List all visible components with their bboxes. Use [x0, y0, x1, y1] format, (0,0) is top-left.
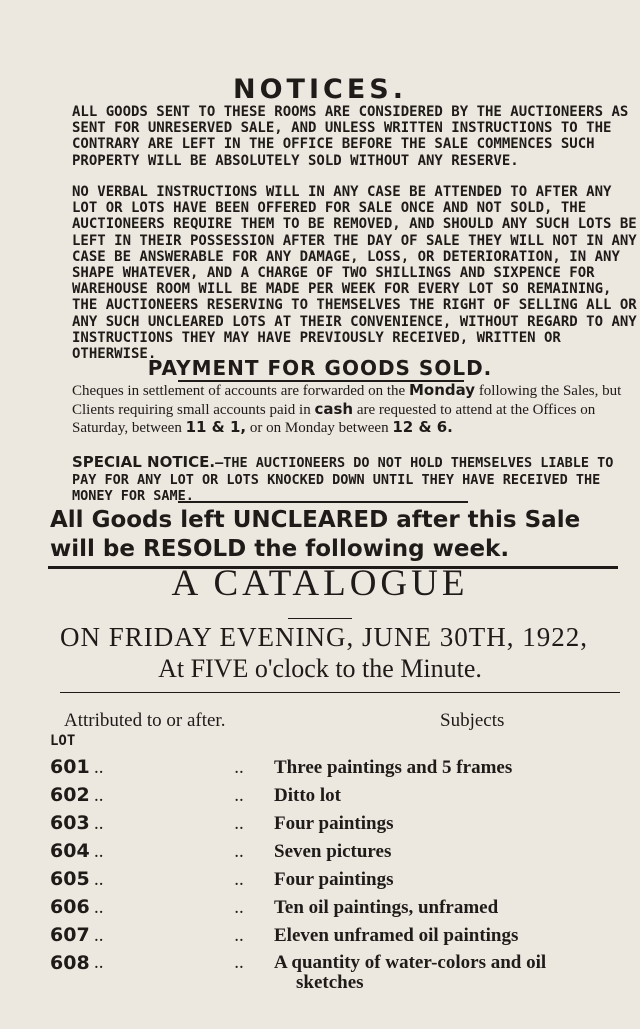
lot-dots: .. [94, 757, 104, 778]
uncleared-goods-notice: All Goods left UNCLEARED after this Sale will be RESOLD the following week. [50, 507, 581, 562]
special-notice-text: —THE AUCTIONEERS DO NOT HOLD THEMSELVES LIABLE TO PAY FOR ANY LOT OR LOTS KNOCKED DOWN UNTIL THEY HAVE RECEIVED THE MONEY FOR SAME. [72, 455, 614, 504]
lot-description: Eleven unframed oil paintings [274, 925, 519, 946]
lot-dots: .. [94, 813, 104, 834]
unreserved-sale-notice: ALL GOODS SENT TO THESE ROOMS ARE CONSIDERED BY THE AUCTIONEERS AS SENT FOR UNRESERVED SALE, AND UNLESS WRITTEN INSTRUCTIONS TO THE CONTRARY ARE LEFT IN THE OFFICE BEFORE THE SALE COMMENCES SUCH PROPERTY WILL BE ABSOLUTELY SOLD WITHOUT ANY RESERVE. [72, 104, 629, 169]
lot-dots: .. [234, 952, 244, 973]
catalogue-heading: A CATALOGUE [171, 563, 469, 604]
list-item [50, 952, 620, 996]
lot-dots: .. [94, 925, 104, 946]
list-item [50, 840, 620, 868]
lot-dots: .. [234, 925, 244, 946]
lot-number: 605 [50, 868, 90, 890]
list-item [50, 784, 620, 812]
special-notice [50, 454, 638, 505]
cheques-hours-monday: 12 & 6. [392, 418, 453, 436]
list-item [50, 924, 620, 952]
list-item [50, 756, 620, 784]
lot-dots: .. [94, 841, 104, 862]
lot-number: 606 [50, 896, 90, 918]
lot-description-block [274, 952, 620, 992]
lot-number: 602 [50, 784, 90, 806]
sale-time: At FIVE o'clock to the Minute. [158, 654, 482, 683]
lot-dots: .. [94, 869, 104, 890]
payment-heading: PAYMENT FOR GOODS SOLD. [147, 356, 493, 380]
cheques-monday: Monday [408, 381, 476, 399]
list-item [50, 896, 620, 924]
lot-dots: .. [234, 757, 244, 778]
lot-description: Four paintings [274, 869, 394, 890]
lot-description-continued: sketches [296, 972, 364, 993]
cheques-text-c: are requested to attend at the Offices on Saturday, between [72, 401, 596, 436]
cheques-text-b: following the Sales, but Clients requiring small accounts paid in [72, 383, 622, 418]
divider-rule [178, 501, 468, 503]
list-item [50, 868, 620, 896]
page-title: NOTICES. [233, 74, 407, 105]
lot-description: Ditto lot [274, 785, 342, 806]
lot-description: Ten oil paintings, unframed [274, 897, 499, 918]
lot-number: 604 [50, 840, 90, 862]
lot-dots: .. [234, 869, 244, 890]
cheques-hours-saturday: 11 & 1, [185, 418, 247, 436]
attributed-heading: Attributed to or after. [64, 710, 226, 731]
lot-dots: .. [234, 897, 244, 918]
lot-description: A quantity of water-colors and oil [274, 952, 547, 973]
catalogue-underline [288, 618, 352, 619]
verbal-instructions-notice: NO VERBAL INSTRUCTIONS WILL IN ANY CASE BE ATTENDED TO AFTER ANY LOT OR LOTS HAVE BEEN OFFERED FOR SALE ONCE AND NOT SOLD, THE AUCTIONEERS REQUIRE THEM TO BE REMOVED, AND SHOULD ANY SUCH LOTS BE LEFT IN THEIR POSSESSION AFTER THE DAY OF SALE THEY WILL NOT IN ANY CASE BE ANSWERABLE FOR ANY DAMAGE, LOSS, OR DETERIORATION, IN ANY SHAPE WHATEVER, AND A CHARGE OF TWO SHILLINGS AND SIXPENCE FOR WAREHOUSE ROOM WILL BE MADE PER WEEK FOR EVERY LOT SO REMAINING, THE AUCTIONEERS RESERVING TO THEMSELVES THE RIGHT OF SELLING ALL OR ANY SUCH UNCLEARED LOTS AT THEIR CONVENIENCE, WITHOUT REGARD TO ANY INSTRUCTIONS THEY MAY HAVE PREVIOUSLY RECEIVED, WRITTEN OR OTHERWISE. [72, 184, 637, 363]
lot-dots: .. [234, 813, 244, 834]
special-notice-lead: SPECIAL NOTICE. [72, 453, 216, 471]
lot-description: Four paintings [274, 813, 394, 834]
lot-number: 601 [50, 756, 90, 778]
lot-description: Seven pictures [274, 841, 392, 862]
lot-list [50, 744, 620, 996]
cheques-text-a: Cheques in settlement of accounts are forwarded on the [72, 383, 409, 399]
list-item [50, 812, 620, 840]
lot-dots: .. [94, 785, 104, 806]
lot-number: 603 [50, 812, 90, 834]
cheques-cash: cash [314, 399, 354, 418]
lot-dots: .. [94, 897, 104, 918]
lot-number: 608 [50, 952, 90, 974]
lot-dots: .. [234, 785, 244, 806]
subjects-heading: Subjects [440, 710, 505, 731]
lot-dots: .. [94, 952, 104, 973]
cheques-notice [50, 382, 638, 438]
lot-dots: .. [234, 841, 244, 862]
divider-rule-thin [60, 692, 620, 693]
cheques-text-d: or on Monday between [246, 420, 393, 436]
lot-number: 607 [50, 924, 90, 946]
lot-column-label: LOT [50, 733, 76, 749]
sale-date: ON FRIDAY EVENING, JUNE 30TH, 1922, [60, 622, 588, 652]
lot-description: Three paintings and 5 frames [274, 757, 513, 778]
